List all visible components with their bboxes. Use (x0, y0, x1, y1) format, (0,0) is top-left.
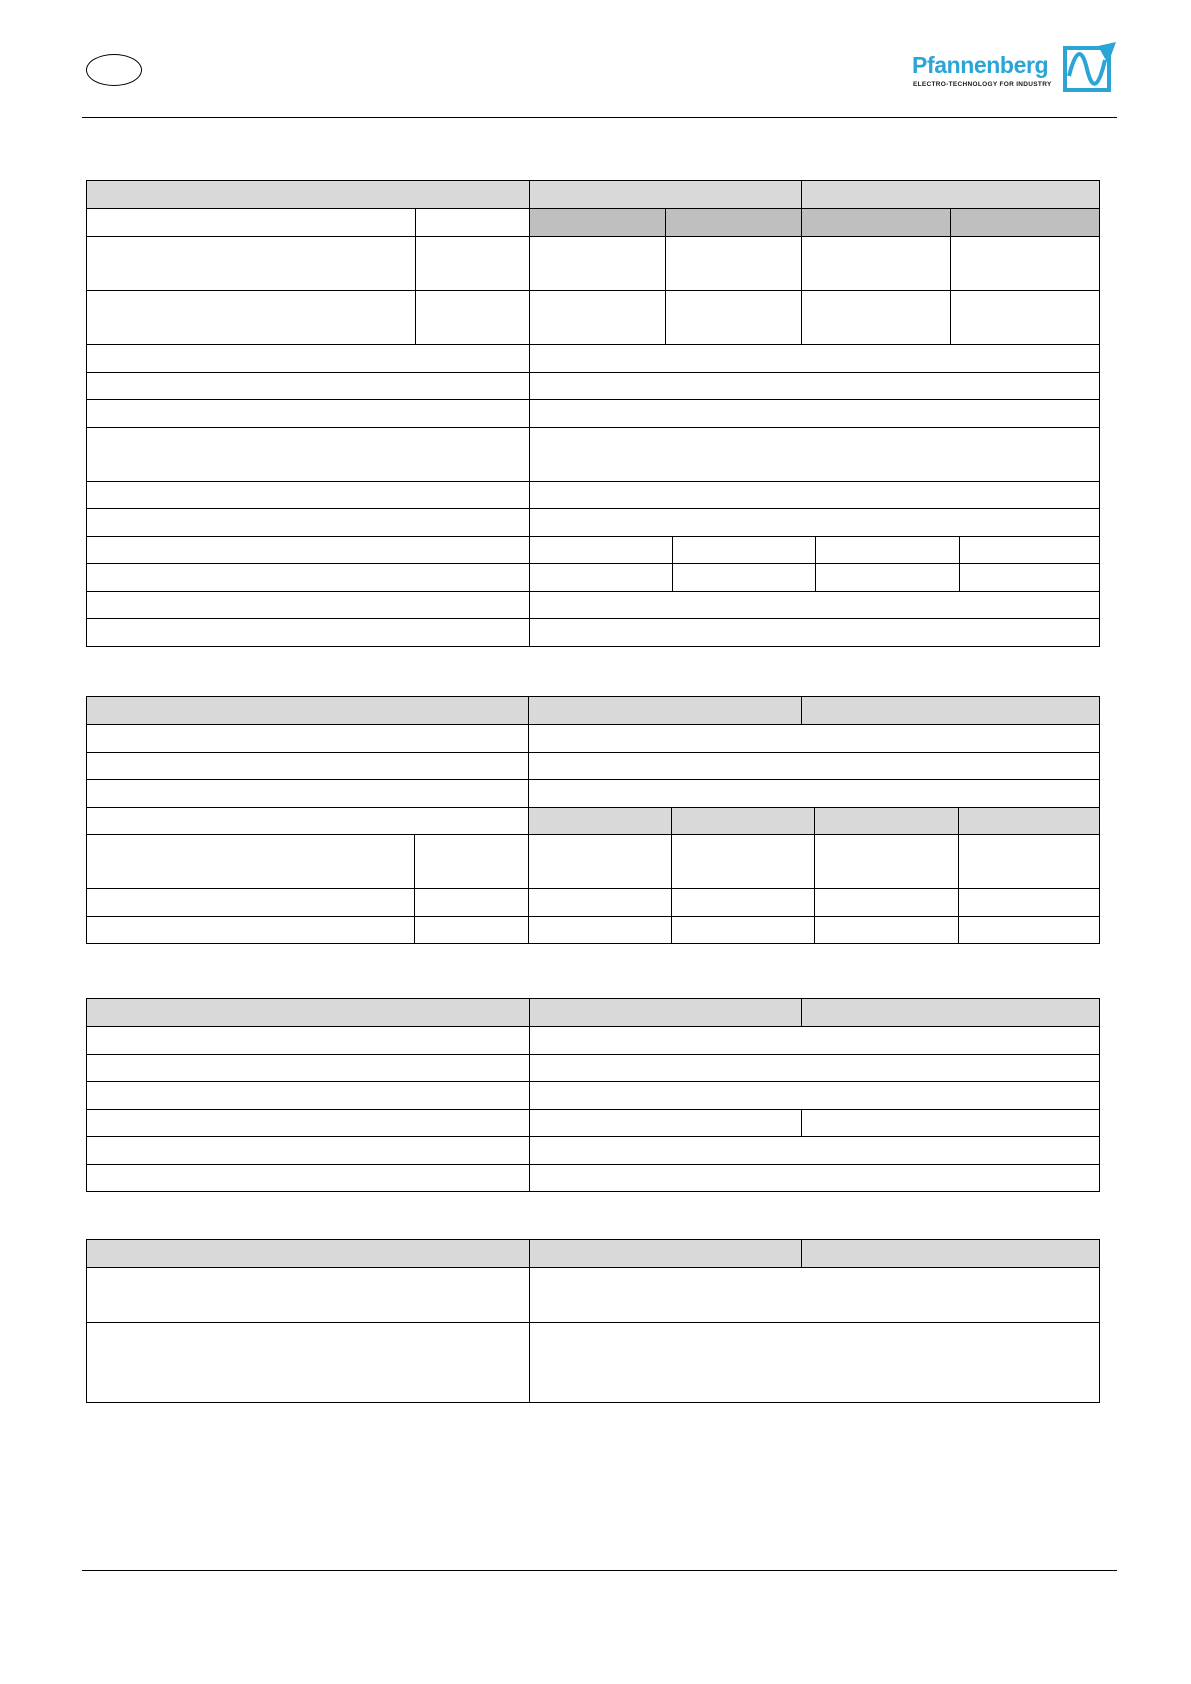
pfannenberg-logo (912, 40, 1118, 96)
table-row (87, 236, 1099, 290)
table-cell (529, 509, 1099, 536)
table-cell (87, 1165, 529, 1191)
table-cell (529, 1082, 1099, 1109)
table-row (87, 1240, 1099, 1267)
table-cell (415, 291, 529, 344)
table-cell (958, 889, 1099, 916)
table-cell (87, 592, 529, 618)
table-cell (87, 181, 529, 208)
table-cell (87, 291, 415, 344)
table-cell (529, 1027, 1099, 1054)
table-row (87, 591, 1099, 618)
table-cell (87, 564, 529, 591)
table-cell (665, 209, 801, 236)
table-cell (529, 1240, 801, 1267)
table-cell (529, 999, 801, 1026)
table-cell (529, 564, 672, 591)
table-cell (87, 1268, 529, 1322)
table-cell (529, 1323, 1099, 1402)
table-cell (529, 482, 1099, 508)
table-row (87, 1267, 1099, 1322)
table-cell (415, 237, 529, 290)
table-4 (86, 1239, 1100, 1403)
table-cell (414, 917, 528, 943)
table-cell (801, 999, 1099, 1026)
table-cell (815, 537, 959, 563)
table-row (87, 427, 1099, 481)
table-cell (529, 237, 665, 290)
table-cell (958, 808, 1099, 834)
table-cell (87, 400, 529, 427)
table-cell (87, 509, 529, 536)
table-1 (86, 180, 1100, 647)
table-cell (959, 537, 1099, 563)
table-cell (87, 482, 529, 508)
table-row (87, 697, 1099, 724)
table-cell (801, 1110, 1099, 1136)
table-cell (672, 564, 815, 591)
table-row (87, 181, 1099, 208)
table-cell (87, 237, 415, 290)
table-cell (950, 291, 1099, 344)
table-cell (959, 564, 1099, 591)
table-cell (529, 428, 1099, 481)
table-cell (87, 889, 414, 916)
table-cell (528, 697, 801, 724)
table-cell (87, 725, 528, 752)
table-row (87, 344, 1099, 372)
table-row (87, 399, 1099, 427)
table-cell (529, 1268, 1099, 1322)
table-row (87, 481, 1099, 508)
table-cell (87, 537, 529, 563)
table-cell (801, 181, 1099, 208)
table-cell (87, 1027, 529, 1054)
table-cell (529, 1110, 801, 1136)
table-cell (87, 999, 529, 1026)
table-row (87, 1026, 1099, 1054)
table-cell (671, 889, 814, 916)
table-cell (958, 835, 1099, 888)
table-2 (86, 696, 1100, 944)
table-cell (87, 1055, 529, 1081)
table-3 (86, 998, 1100, 1192)
table-cell (529, 400, 1099, 427)
table-cell (529, 592, 1099, 618)
table-cell (528, 889, 671, 916)
table-cell (529, 345, 1099, 372)
table-cell (950, 209, 1099, 236)
table-cell (528, 780, 1099, 807)
table-cell (814, 808, 958, 834)
table-cell (528, 835, 671, 888)
table-cell (814, 835, 958, 888)
table-cell (87, 1110, 529, 1136)
table-row (87, 1136, 1099, 1164)
table-cell (814, 889, 958, 916)
table-row (87, 536, 1099, 563)
table-cell (528, 808, 671, 834)
table-cell (529, 181, 801, 208)
logo-tagline: ELECTRO-TECHNOLOGY FOR INDUSTRY (913, 81, 1052, 88)
table-cell (87, 780, 528, 807)
table-row (87, 508, 1099, 536)
table-cell (801, 291, 950, 344)
table-cell (529, 1165, 1099, 1191)
table-cell (529, 291, 665, 344)
table-cell (529, 619, 1099, 646)
table-row (87, 563, 1099, 591)
table-cell (801, 209, 950, 236)
table-cell (801, 237, 950, 290)
table-cell (87, 753, 528, 779)
table-row (87, 752, 1099, 779)
table-row (87, 834, 1099, 888)
table-row (87, 779, 1099, 807)
table-cell (801, 697, 1099, 724)
table-cell (414, 835, 528, 888)
table-cell (958, 917, 1099, 943)
table-cell (87, 619, 529, 646)
table-cell (87, 1323, 529, 1402)
table-cell (672, 537, 815, 563)
table-cell (801, 1240, 1099, 1267)
table-row (87, 1109, 1099, 1136)
table-cell (529, 1137, 1099, 1164)
table-cell (87, 1137, 529, 1164)
table-cell (529, 373, 1099, 399)
table-cell (87, 697, 528, 724)
table-cell (87, 917, 414, 943)
table-cell (87, 373, 529, 399)
table-row (87, 807, 1099, 834)
table-cell (415, 209, 529, 236)
table-cell (87, 1240, 529, 1267)
table-cell (87, 835, 414, 888)
table-cell (87, 808, 528, 834)
table-cell (665, 291, 801, 344)
table-row (87, 372, 1099, 399)
sine-wave-logo-icon (1062, 42, 1118, 94)
table-cell (950, 237, 1099, 290)
table-cell (528, 753, 1099, 779)
logo-wordmark: Pfannenberg (912, 52, 1049, 78)
table-cell (671, 808, 814, 834)
table-cell (529, 1055, 1099, 1081)
table-cell (814, 917, 958, 943)
header-divider (82, 117, 1117, 118)
table-row (87, 888, 1099, 916)
table-row (87, 290, 1099, 344)
table-cell (87, 345, 529, 372)
table-row (87, 1164, 1099, 1191)
table-row (87, 1054, 1099, 1081)
table-cell (815, 564, 959, 591)
table-cell (665, 237, 801, 290)
table-row (87, 1081, 1099, 1109)
table-row (87, 618, 1099, 646)
footer-divider (82, 1570, 1117, 1571)
table-cell (671, 835, 814, 888)
table-cell (528, 917, 671, 943)
table-cell (529, 209, 665, 236)
table-cell (87, 209, 415, 236)
table-cell (87, 428, 529, 481)
table-cell (414, 889, 528, 916)
table-row (87, 916, 1099, 943)
table-cell (529, 537, 672, 563)
table-cell (87, 1082, 529, 1109)
table-row (87, 724, 1099, 752)
table-cell (528, 725, 1099, 752)
table-row (87, 999, 1099, 1026)
language-badge (86, 54, 142, 86)
table-cell (671, 917, 814, 943)
table-row (87, 1322, 1099, 1402)
table-row (87, 208, 1099, 236)
